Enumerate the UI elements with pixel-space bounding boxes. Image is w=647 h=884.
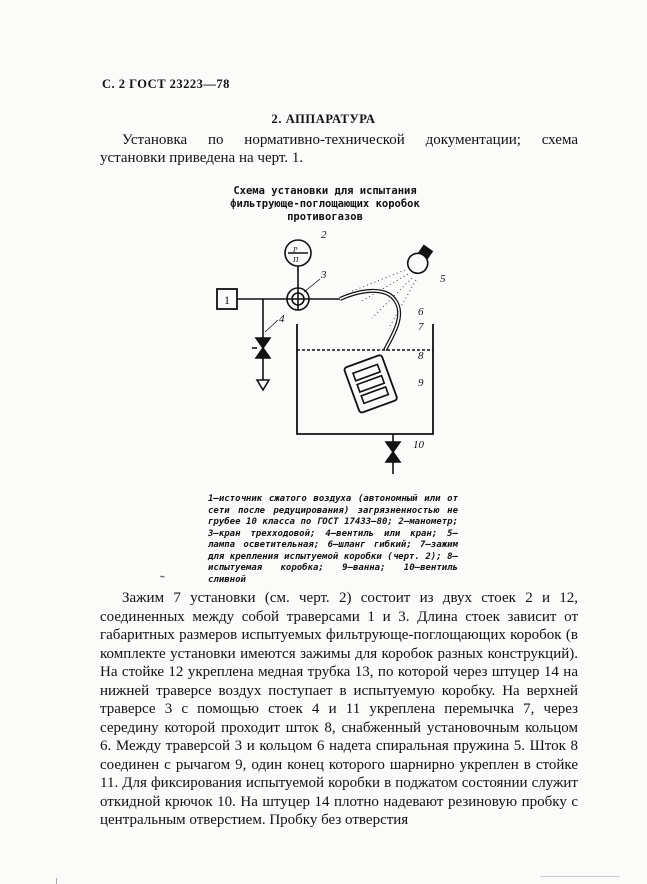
gauge-label-top: P xyxy=(293,245,298,254)
callout-9: 9 xyxy=(418,377,424,389)
lamp xyxy=(404,243,436,277)
test-canister xyxy=(344,354,398,413)
scan-mark: ˜ xyxy=(160,574,165,589)
scan-artifact xyxy=(540,876,620,877)
callout-5: 5 xyxy=(440,273,446,285)
water-bath xyxy=(297,324,433,434)
figure-legend: 1—источник сжатого воздуха (автономный или от сети после редуцирования) загрязненностью не грубее 10 класса по ГОСТ 17433—80; 2—манометр; 3—кран трехходовой; 4—вентиль или кран; 5—лампа осветительная; 6—шланг гибкий; 7—зажим для крепления испытуемой коробки (черт. 2); 8—испытуемая коробка; 9—ванна; 10—вентиль сливной xyxy=(208,494,458,585)
page-header: С. 2 ГОСТ 23223—78 xyxy=(102,77,230,91)
apparatus-diagram xyxy=(200,222,460,487)
drain-valve xyxy=(386,442,400,452)
figure-title: Схема установки для испытания фильтрующе-поглощающих коробок противогазов xyxy=(230,185,420,223)
shutoff-valve xyxy=(256,338,270,348)
callout-7: 7 xyxy=(418,321,424,333)
gauge-label-bottom: П xyxy=(293,255,299,264)
section-title: 2. АППАРАТУРА xyxy=(271,112,376,126)
callout-4: 4 xyxy=(279,313,285,325)
box1-label: 1 xyxy=(224,293,230,307)
scan-artifact xyxy=(56,878,57,884)
callout-10: 10 xyxy=(413,439,424,451)
callout-6: 6 xyxy=(418,306,424,318)
callout-2: 2 xyxy=(321,229,327,241)
callout-3: 3 xyxy=(321,269,327,281)
callout-8: 8 xyxy=(418,350,424,362)
body-paragraph: Зажим 7 установки (см. черт. 2) состоит из двух стоек 2 и 12, соединенных между собой траверсами 1 и 3. Длина стоек зависит от габаритных размеров испытуемых фильтрующе-поглощающих коробок (в комплекте установки имеются зажимы для коробок разных конструкций). На стойке 12 укреплена медная трубка 13, по которой через штуцер 14 на нижней траверсе воздух поступает в испытуемую коробку. На верхней траверсе 3 с помощью стоек 4 и 11 укреплена перемычка 7, через середину которой проходит шток 8, снабженный установочным кольцом 6. Между траверсой 3 и кольцом 6 надета спиральная пружина 5. Шток 8 соединен с рычагом 9, один конец которого шарнирно укреплен в стойке 11. Для фиксирования испытуемой коробки в поджатом состоянии служит откидной крючок 10. На штуцер 14 плотно надевают резиновую пробку с центральным отверстием. Пробку без отверстия xyxy=(100,590,578,828)
intro-paragraph: Установка по нормативно-технической документации; схема установки приведена на черт. 1. xyxy=(100,132,578,166)
